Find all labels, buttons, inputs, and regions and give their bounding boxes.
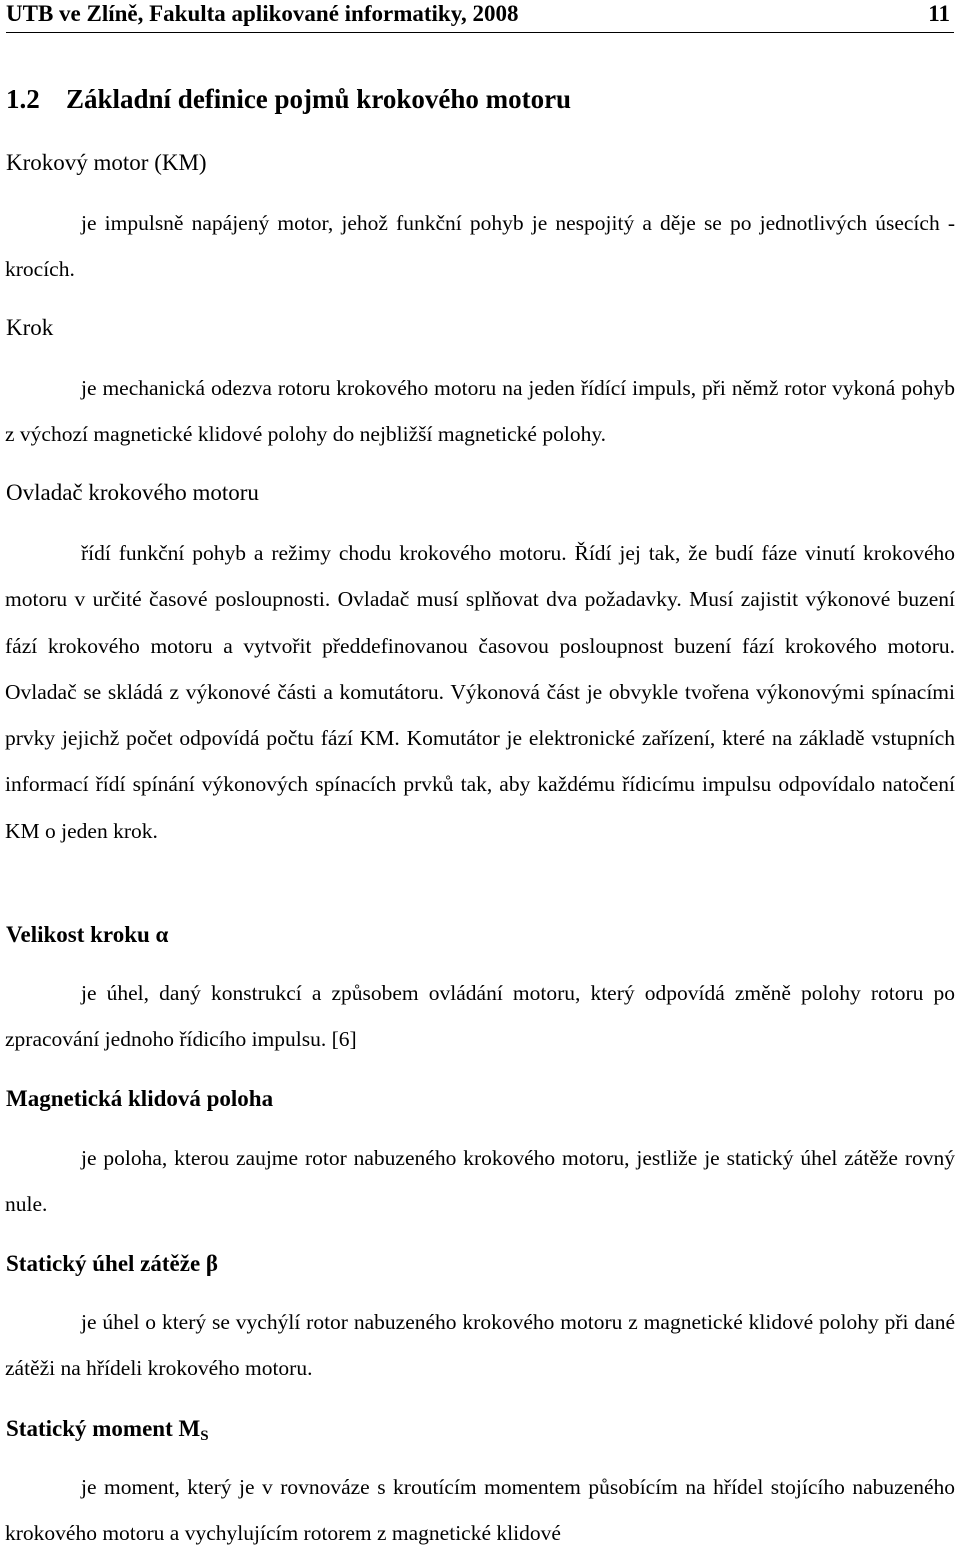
term-definition: je úhel o který se vychýlí rotor nabuzeného krokového motoru z magnetické klidové polohy při dané zátěži na hřídeli krokového motoru. bbox=[5, 1310, 955, 1381]
term-definition: je úhel, daný konstrukcí a způsobem ovládání motoru, který odpovídá změně polohy rotoru po zpracování jednoho řídicího impulsu. [6] bbox=[5, 981, 955, 1052]
term-heading: Magnetická klidová poloha bbox=[6, 1086, 274, 1111]
term-heading: Ovladač krokového motoru bbox=[6, 480, 259, 505]
term-definition: je moment, který je v rovnováze s kroutícím momentem působícím na hřídel stojícího nabuzeného krokového motoru a vychylujícím rotorem z magnetické klidové bbox=[5, 1475, 955, 1546]
section-title: Základní definice pojmů krokového motoru bbox=[66, 84, 572, 114]
header-title: UTB ve Zlíně, Fakulta aplikované informatiky, 2008 bbox=[6, 1, 519, 26]
term-definition: je impulsně napájený motor, jehož funkční pohyb je nespojitý a děje se po jednotlivých úsecích - krocích. bbox=[5, 211, 955, 282]
page-number: 11 bbox=[928, 1, 950, 26]
section-heading bbox=[6, 82, 571, 116]
term-definition: je poloha, kterou zaujme rotor nabuzeného krokového motoru, jestliže je statický úhel zátěže rovný nule. bbox=[5, 1146, 955, 1217]
term-heading bbox=[6, 1414, 209, 1451]
term-heading: Velikost kroku α bbox=[6, 922, 169, 947]
section-number: 1.2 bbox=[6, 84, 40, 114]
term-heading-subscript: S bbox=[200, 1428, 209, 1444]
term-heading-main: Statický moment M bbox=[6, 1416, 201, 1441]
term-heading: Krokový motor (KM) bbox=[6, 150, 207, 175]
term-definition: řídí funkční pohyb a režimy chodu krokového motoru. Řídí jej tak, že budí fáze vinutí krokového motoru v určité časové posloupnosti. Ovladač musí splňovat dva požadavky. Musí zajistit výkonové buzení fází krokového motoru a vytvořit předdefinovanou časovou posloupnost buzení fází krokového motoru. Ovladač se skládá z výkonové části a komutátoru. Výkonová část je obvykle tvořena výkonovými spínacími prvky jejichž počet odpovídá počtu fází KM. Komutátor je elektronické zařízení, které na základě vstupních informací řídí spínání výkonových spínacích prvků tak, aby každému řídicímu impulsu odpovídalo natočení KM o jeden krok. bbox=[5, 541, 955, 843]
term-definition: je mechanická odezva rotoru krokového motoru na jeden řídící impuls, při němž rotor vykoná pohyb z výchozí magnetické klidové polohy do nejbližší magnetické polohy. bbox=[5, 376, 955, 447]
term-heading: Krok bbox=[6, 315, 54, 340]
term-heading: Statický úhel zátěže β bbox=[6, 1251, 219, 1276]
running-header bbox=[6, 0, 954, 33]
